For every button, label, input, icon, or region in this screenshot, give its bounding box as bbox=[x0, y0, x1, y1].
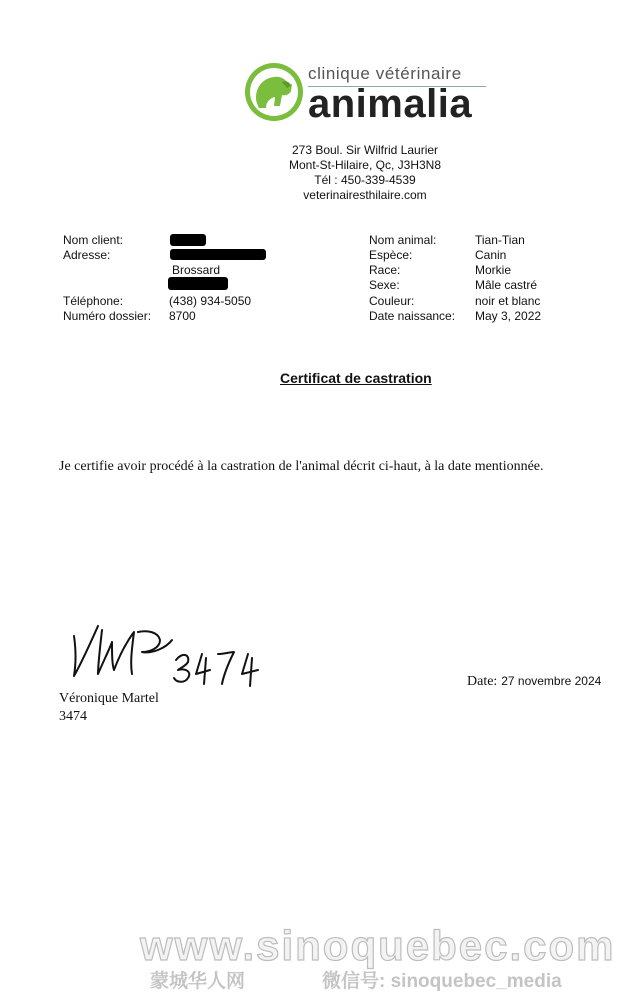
birth-date-label: Date naissance: bbox=[369, 309, 456, 323]
redacted-client-name bbox=[170, 234, 206, 246]
signer-block bbox=[59, 690, 159, 726]
clinic-logo-icon bbox=[244, 62, 304, 122]
file-number-label: Numéro dossier: bbox=[63, 309, 152, 323]
signer-name: Véronique Martel bbox=[59, 691, 159, 706]
certificate-title: Certificat de castration bbox=[280, 370, 432, 386]
certificate-statement: Je certifie avoir procédé à la castration de l'animal décrit ci-haut, à la date mentionnée. bbox=[59, 459, 544, 474]
client-phone-label: Téléphone: bbox=[63, 294, 124, 308]
breed-label: Race: bbox=[369, 263, 401, 277]
birth-date: May 3, 2022 bbox=[475, 309, 542, 323]
species-label: Espèce: bbox=[369, 248, 413, 262]
signer-number: 3474 bbox=[59, 709, 87, 724]
animal-name: Tian-Tian bbox=[475, 233, 525, 247]
watermark-site-name: 蒙城华人网 bbox=[150, 971, 246, 992]
clinic-city: Mont-St-Hilaire, Qc, J3H3N8 bbox=[288, 158, 442, 172]
color: noir et blanc bbox=[475, 294, 541, 308]
date-label: Date: bbox=[467, 674, 498, 689]
logo-tagline: clinique vétérinaire bbox=[308, 64, 462, 83]
redacted-address bbox=[170, 249, 266, 260]
client-city: Brossard bbox=[172, 263, 221, 277]
client-address-label: Adresse: bbox=[63, 248, 111, 262]
date-value: 27 novembre 2024 bbox=[501, 674, 602, 688]
logo-wordmark: animalia bbox=[308, 82, 473, 126]
watermark-url: www.sinoquebec.com bbox=[140, 922, 616, 969]
sex-label: Sexe: bbox=[369, 278, 400, 292]
clinic-website: veterinairesthilaire.com bbox=[303, 188, 427, 202]
watermark-wechat: 微信号: sinoquebec_media bbox=[322, 971, 562, 992]
client-phone: (438) 934-5050 bbox=[169, 294, 252, 308]
breed: Morkie bbox=[475, 263, 512, 277]
species: Canin bbox=[475, 248, 507, 262]
clinic-address-block bbox=[250, 143, 480, 203]
color-label: Couleur: bbox=[369, 294, 415, 308]
client-name-label: Nom client: bbox=[63, 233, 124, 247]
redacted-postal-code bbox=[168, 277, 228, 290]
handwritten-signature bbox=[62, 618, 282, 688]
file-number: 8700 bbox=[169, 309, 196, 323]
clinic-street: 273 Boul. Sir Wilfrid Laurier bbox=[291, 143, 439, 157]
sex: Mâle castré bbox=[475, 278, 538, 292]
animal-name-label: Nom animal: bbox=[369, 233, 437, 247]
clinic-phone: Tél : 450-339-4539 bbox=[314, 173, 416, 187]
certificate-date bbox=[467, 672, 601, 690]
